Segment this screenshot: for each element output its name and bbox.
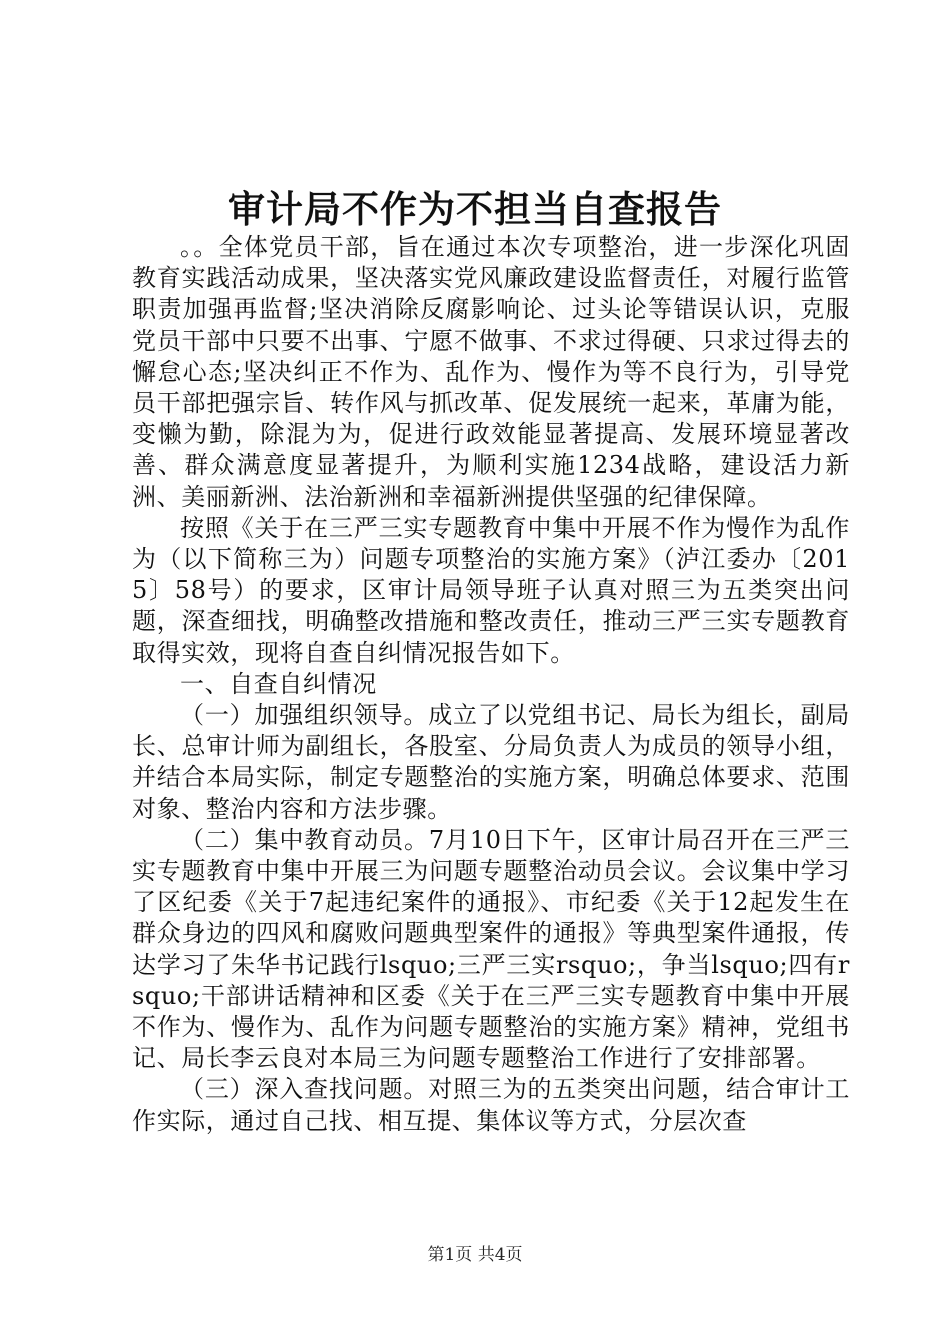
subsection-investigation: （三）深入查找问题。对照三为的五类突出问题，结合审计工作实际，通过自己找、相互提、集体议等方式，分层次查 [132,1075,850,1135]
subsection-mobilization: （二）集中教育动员。7月10日下午，区审计局召开在三严三实专题教育中集中开展三为问题专题整治动员会议。会议集中学习了区纪委《关于7起违纪案件的通报》、市纪委《关于12起发生在群众身边的四风和腐败问题典型案件的通报》等典型案件通报，传达学习了朱华书记践行lsquo;三严三实rsquo;，争当lsquo;四有rsquo;干部讲话精神和区委《关于在三严三实专题教育中集中开展不作为、慢作为、乱作为问题专题整治的实施方案》精神，党组书记、局长李云良对本局三为问题专题整治工作进行了安排部署。 [132,825,850,1073]
subsection-organization: （一）加强组织领导。成立了以党组书记、局长为组长，副局长、总审计师为副组长，各股室、分局负责人为成员的领导小组，并结合本局实际，制定专题整治的实施方案，明确总体要求、范围对象、整治内容和方法步骤。 [132,701,850,823]
document-body [132,232,850,1137]
basis-paragraph: 按照《关于在三严三实专题教育中集中开展不作为慢作为乱作为（以下简称三为）问题专项整治的实施方案》（泸江委办〔2015〕58号）的要求，区审计局领导班子认真对照三为五类突出问题，深查细找，明确整改措施和整改责任，推动三严三实专题教育取得实效，现将自查自纠情况报告如下。 [132,513,850,667]
intro-paragraph: 。。全体党员干部，旨在通过本次专项整治，进一步深化巩固教育实践活动成果，坚决落实党风廉政建设监督责任，对履行监管职责加强再监督;坚决消除反腐影响论、过头论等错误认识，克服党员干部中只要不出事、宁愿不做事、不求过得硬、只求过得去的懈怠心态;坚决纠正不作为、乱作为、慢作为等不良行为，引导党员干部把强宗旨、转作风与抓改革、促发展统一起来，革庸为能，变懒为勤，除混为为，促进行政效能显著提高、发展环境显著改善、群众满意度显著提升，为顺利实施1234战略，建设活力新洲、美丽新洲、法治新洲和幸福新洲提供坚强的纪律保障。 [132,233,850,511]
document-title: 审计局不作为不担当自查报告 [228,187,722,231]
section-heading: 一、自查自纠情况 [180,669,377,698]
page-footer: 第1页 共4页 [427,1245,523,1265]
